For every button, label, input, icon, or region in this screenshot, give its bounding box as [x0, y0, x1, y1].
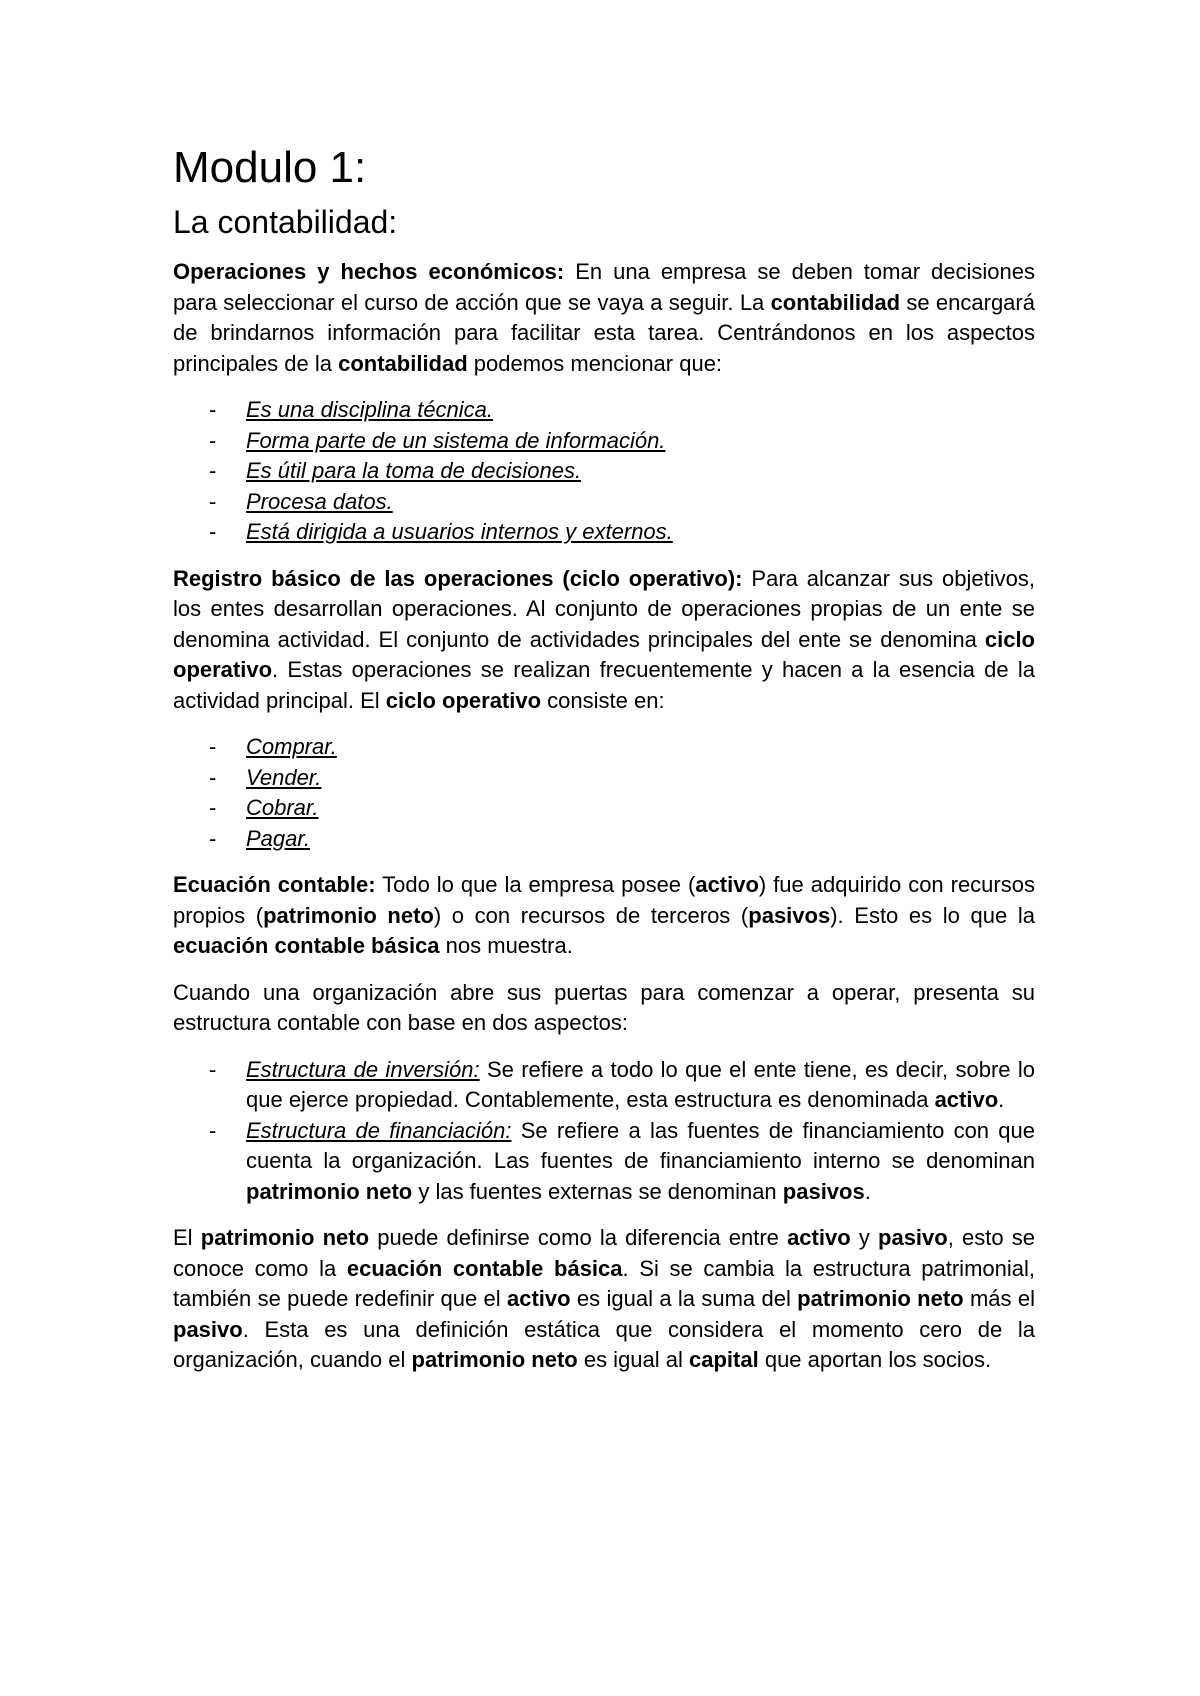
paragraph-patrimonio: El patrimonio neto puede definirse como la diferencia entre activo y pasivo, esto se conoce como la ecuación contable básica. Si se cambia la estructura patrimonial, también se puede redefinir que el activo es igual a la suma del patrimonio neto más el pasivo. Esta es una definición estática que considera el momento cero de la organización, cuando el patrimonio neto es igual al capital que aportan los socios.	[173, 1225, 1036, 1372]
bold-heading: Ecuación contable:	[173, 872, 376, 897]
list-item: - Forma parte de un sistema de información.	[173, 426, 1035, 457]
document-page	[173, 142, 1035, 1392]
list-estructura	[173, 1055, 1035, 1208]
bold-heading: Operaciones y hechos económicos:	[173, 259, 565, 284]
bold-heading: Registro básico de las operaciones (ciclo operativo):	[173, 565, 743, 591]
list-aspectos	[173, 395, 1035, 548]
paragraph-operaciones: Operaciones y hechos económicos: En una empresa se deben tomar decisiones para seleccionar el curso de acción que se vaya a seguir. La contabilidad se encargará de brindarnos información para facilitar esta tarea. Centrándonos en los aspectos principales de la contabilidad podemos mencionar que:	[173, 259, 1035, 376]
list-item: - Es útil para la toma de decisiones.	[173, 456, 1035, 487]
paragraph-registro: Registro básico de las operaciones (ciclo operativo): Para alcanzar sus objetivos, los entes desarrollan operaciones. Al conjunto de operaciones propias de un ente se denomina actividad. El conjunto de actividades principales del ente se denomina ciclo operativo. Estas operaciones se realizan frecuentemente y hacen a la esencia de la actividad principal. El ciclo operativo consiste en:	[173, 565, 1035, 713]
list-item: - Cobrar.	[173, 793, 1035, 824]
paragraph-ecuacion: Ecuación contable: Todo lo que la empresa posee (activo) fue adquirido con recursos propios (patrimonio neto) o con recursos de terceros (pasivos). Esto es lo que la ecuación contable básica nos muestra.	[173, 872, 1035, 958]
list-item: - Pagar.	[173, 824, 1035, 855]
list-item: - Es una disciplina técnica.	[173, 395, 1035, 426]
document-title: Modulo 1:	[173, 143, 367, 192]
list-item-inversion: - Estructura de inversión: Se refiere a todo lo que el ente tiene, es decir, sobre lo que ejerce propiedad. Contablemente, esta estructura es denominada activo.	[173, 1055, 1035, 1116]
list-ciclo	[173, 732, 1035, 854]
list-item: - Vender.	[173, 763, 1035, 794]
list-item: - Está dirigida a usuarios internos y externos.	[173, 517, 1035, 548]
list-item: - Comprar.	[173, 732, 1035, 763]
paragraph-estructura: Cuando una organización abre sus puertas para comenzar a operar, presenta su estructura contable con base en dos aspectos:	[173, 979, 1035, 1035]
list-item: - Procesa datos.	[173, 487, 1035, 518]
section-title: La contabilidad:	[173, 204, 398, 240]
list-item-financiacion: - Estructura de financiación: Se refiere a las fuentes de financiamiento con que cuenta la organización. Las fuentes de financiamiento interno se denominan patrimonio neto y las fuentes externas se denominan pasivos.	[173, 1116, 1035, 1208]
